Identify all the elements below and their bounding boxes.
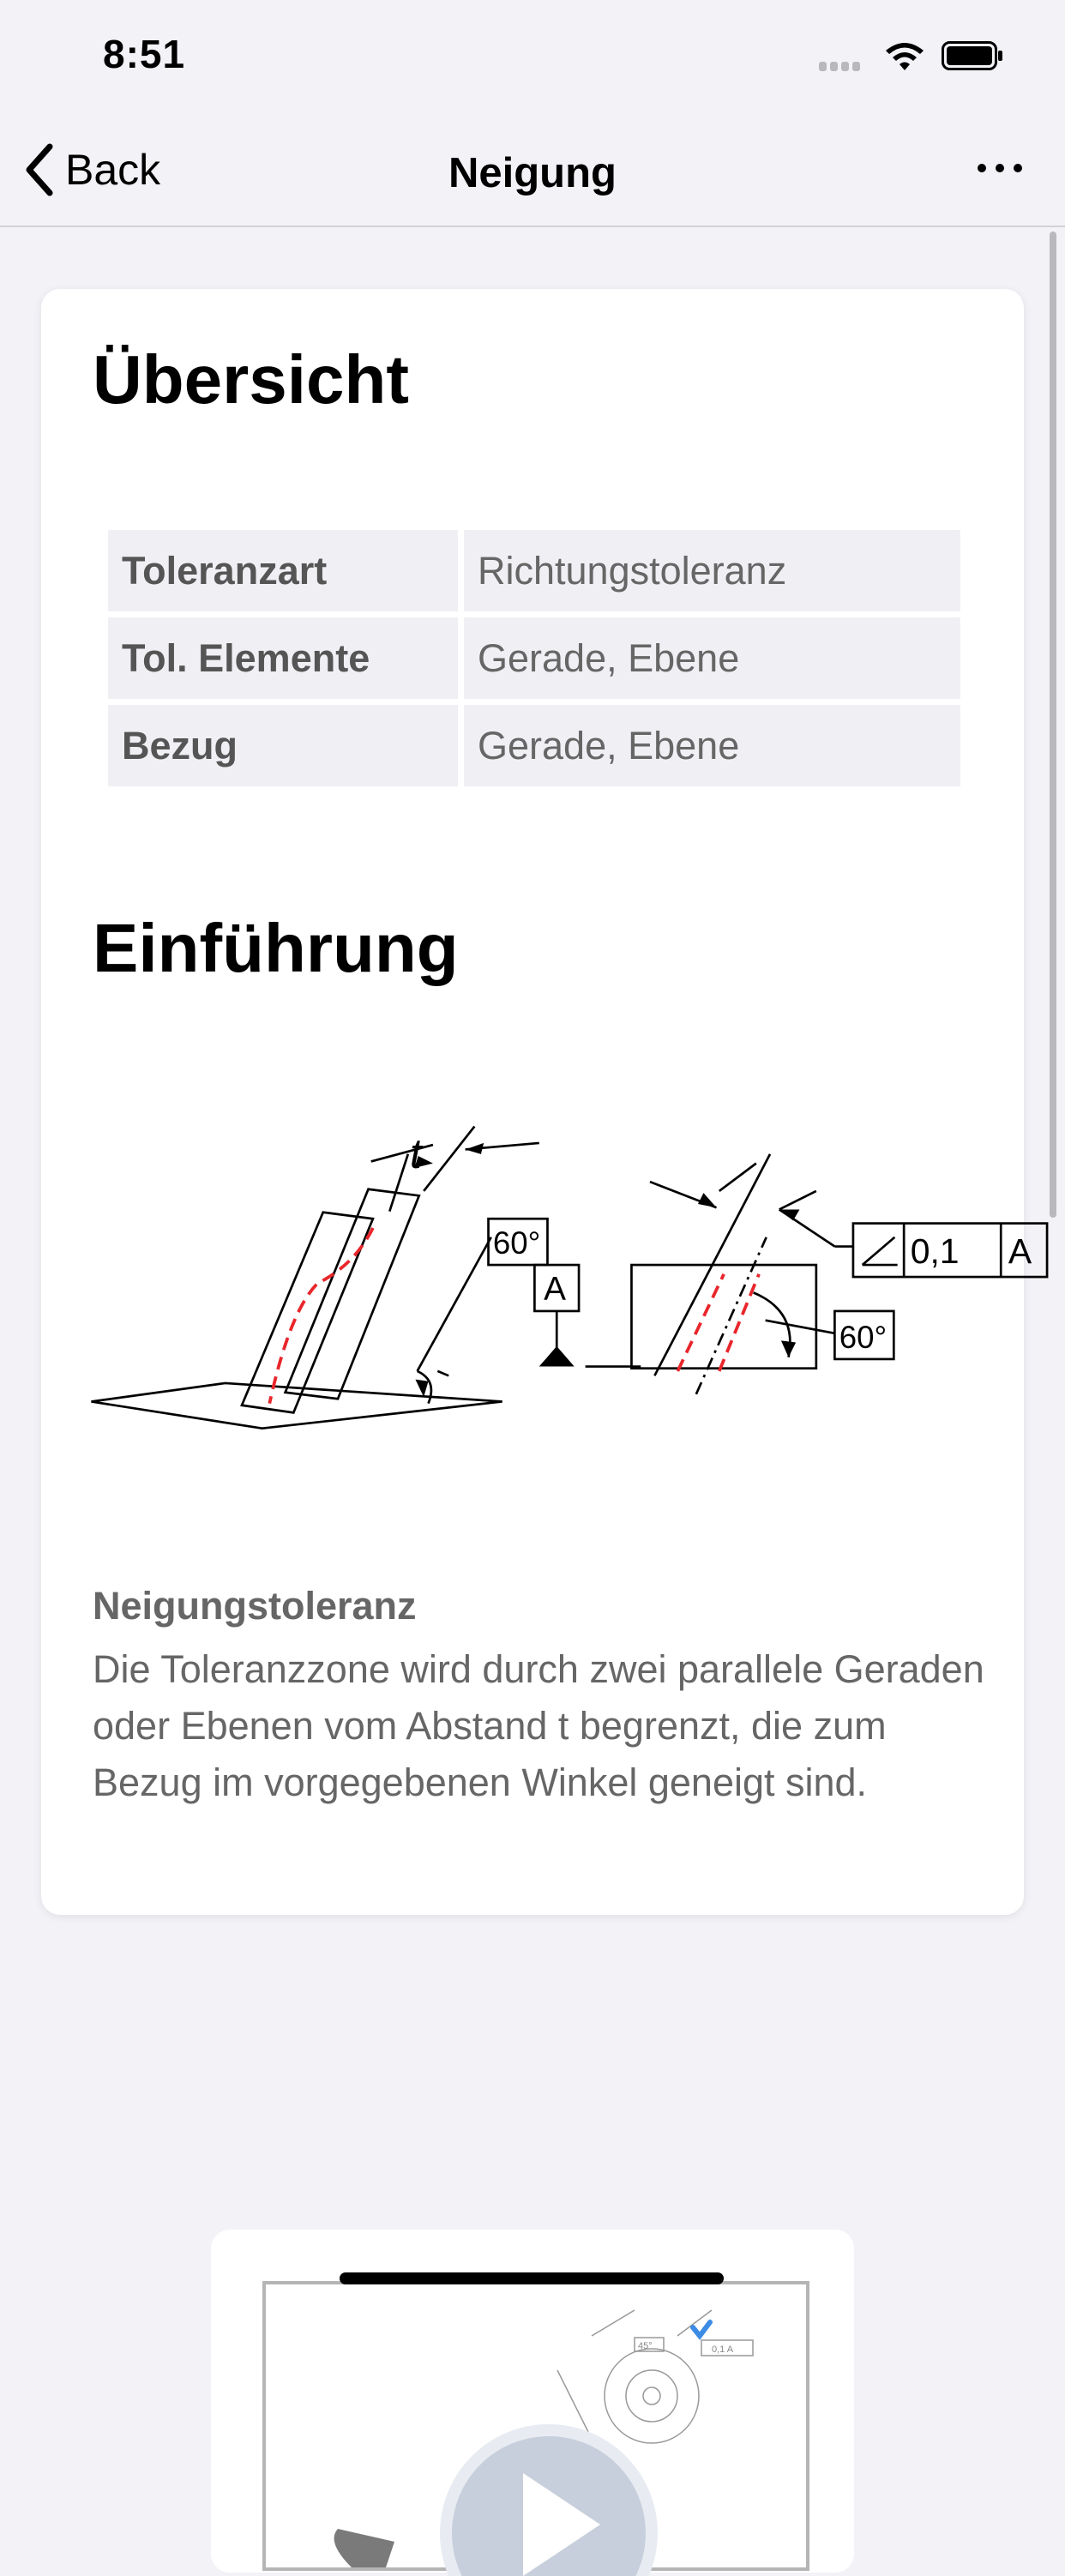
caption-title: Neigungstoleranz bbox=[93, 1584, 417, 1628]
diagram-label-angle-left: 60° bbox=[492, 1225, 541, 1261]
diagram-label-t: t bbox=[410, 1130, 422, 1177]
home-indicator[interactable] bbox=[340, 2272, 724, 2284]
inclination-tolerance-diagram bbox=[50, 1130, 1032, 1442]
thumbnail-frame-label: 0,1 A bbox=[712, 2344, 734, 2355]
scroll-content[interactable] bbox=[0, 227, 1065, 2355]
table-value: Gerade, Ebene bbox=[464, 617, 960, 699]
wifi-icon bbox=[883, 39, 926, 72]
status-time: 8:51 bbox=[103, 32, 186, 76]
cellular-signal-icon bbox=[819, 60, 863, 75]
diagram-label-angle-right: 60° bbox=[839, 1320, 888, 1355]
table-key: Bezug bbox=[108, 705, 458, 786]
thumbnail-angle-label: 45° bbox=[638, 2341, 653, 2351]
battery-icon bbox=[942, 41, 1003, 70]
table-row bbox=[108, 530, 960, 611]
table-key: Tol. Elemente bbox=[108, 617, 458, 699]
ellipsis-icon[interactable] bbox=[978, 161, 1034, 182]
diagram-label-tolerance: 0,1 bbox=[910, 1231, 960, 1271]
status-bar bbox=[0, 0, 1065, 113]
introduction-heading: Einführung bbox=[93, 910, 459, 986]
play-icon[interactable] bbox=[472, 2456, 626, 2576]
table-key: Toleranzart bbox=[108, 530, 458, 611]
overview-heading: Übersicht bbox=[93, 341, 409, 418]
navigation-bar bbox=[0, 113, 1065, 227]
table-value: Gerade, Ebene bbox=[464, 705, 960, 786]
caption-text: Die Toleranzzone wird durch zwei parallele Geraden oder Ebenen vom Abstand t begrenzt, die zum Bezug im vorgegebenen Winkel geneigt sind. bbox=[93, 1647, 984, 1804]
scroll-indicator bbox=[1050, 232, 1056, 1218]
page-title: Neigung bbox=[448, 150, 617, 196]
diagram-label-frame-datum: A bbox=[1008, 1231, 1032, 1271]
info-card bbox=[41, 289, 1032, 1915]
table-value: Richtungstoleranz bbox=[464, 530, 960, 611]
table-row bbox=[108, 617, 960, 699]
overview-table bbox=[108, 530, 960, 792]
back-button-label: Back bbox=[65, 146, 161, 194]
video-thumbnail[interactable] bbox=[262, 2281, 809, 2571]
diagram-label-datum: A bbox=[544, 1271, 567, 1308]
table-row bbox=[108, 705, 960, 786]
